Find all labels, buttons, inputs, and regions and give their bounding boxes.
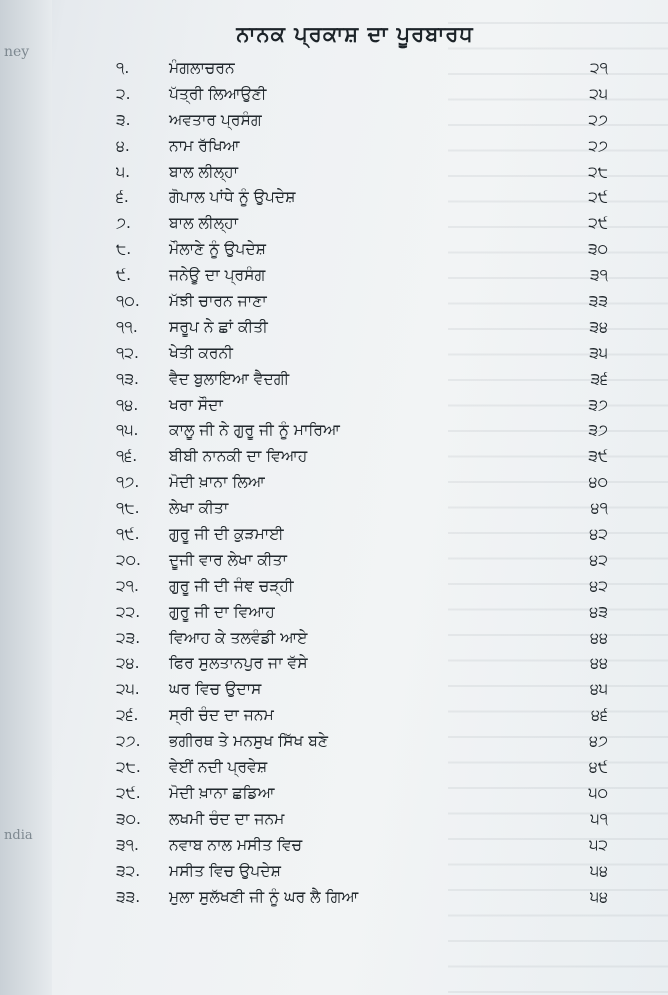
toc-entry-number: ੨੭. — [116, 732, 141, 751]
toc-entry-number: ੧੯. — [116, 525, 140, 544]
toc-entry-page: ੩੧ — [589, 266, 608, 285]
toc-entry — [116, 574, 616, 600]
toc-entry — [116, 833, 616, 859]
toc-entry-page: ੪੦ — [588, 473, 608, 492]
toc-entry — [116, 496, 616, 522]
toc-entry-title: ਮੋਦੀ ਖ਼ਾਨਾ ਲਿਆ — [169, 473, 265, 492]
toc-entry — [116, 703, 616, 729]
toc-entry-number: ੩੩. — [116, 887, 141, 906]
toc-entry-title: ਬਾਲ ਲੀਲ੍ਹਾ — [169, 214, 239, 233]
toc-entry-page: ੨੯ — [588, 188, 608, 207]
toc-entry-title: ਖਰਾ ਸੌਦਾ — [169, 395, 223, 414]
toc-entry-title: ਲਖਮੀ ਚੰਦ ਦਾ ਜਨਮ — [169, 809, 285, 828]
toc-entry-number: ੧੦. — [116, 292, 140, 311]
toc-entry-title: ਵੈਦ ਬੁਲਾਇਆ ਵੈਦਗੀ — [169, 369, 290, 388]
toc-entry-number: ੧੪. — [116, 395, 139, 414]
toc-entry-title: ਖੇਤੀ ਕਰਨੀ — [169, 343, 233, 362]
toc-entry-title: ਮੰਗਲਾਚਰਨ — [169, 59, 235, 77]
toc-entry-number: ੨੩. — [116, 628, 141, 647]
toc-entry — [116, 807, 616, 833]
toc-entry-page: ੫੧ — [590, 809, 608, 828]
toc-entry — [116, 134, 616, 160]
toc-entry-page: ੨੭ — [588, 110, 608, 129]
toc-entry-page: ੪੧ — [590, 499, 608, 518]
toc-entry-number: ੨੨. — [116, 602, 141, 621]
toc-entry — [116, 211, 616, 237]
toc-entry-page: ੪੨ — [589, 525, 608, 544]
toc-entry-title: ਨਾਮ ਰੱਖਿਆ — [169, 136, 240, 155]
toc-entry-number: ੩. — [116, 110, 131, 129]
toc-entry-title: ਮੁਲਾ ਸੁਲੱਖਣੀ ਜੀ ਨੂੰ ਘਰ ਲੈ ਗਿਆ — [169, 887, 359, 906]
toc-entry-title: ਭਗੀਰਥ ਤੇ ਮਨਸੁਖ ਸਿੱਖ ਬਣੇ — [169, 732, 328, 751]
toc-entry-title: ਸਰੂਪ ਨੇ ਛਾਂ ਕੀਤੀ — [169, 317, 268, 336]
toc-entry-page: ੨੮ — [588, 162, 608, 181]
toc-entry-number: ੨੦. — [116, 550, 141, 569]
toc-entry-title: ਅਵਤਾਰ ਪ੍ਰਸੰਗ — [169, 110, 262, 129]
toc-entry — [116, 341, 616, 367]
toc-entry — [116, 289, 616, 315]
toc-entry-page: ੩੭ — [588, 395, 608, 414]
toc-entry-title: ਗੋਪਾਲ ਪਾਂਧੇ ਨੂੰ ਉਪਦੇਸ਼ — [169, 188, 296, 207]
toc-entry-title: ਮੌਲਾਣੇ ਨੂੰ ਉਪਦੇਸ਼ — [169, 240, 266, 259]
toc-entry-page: ੪੭ — [589, 732, 608, 751]
toc-entry-number: ੨੬. — [116, 706, 139, 725]
toc-entry-title: ਵਿਆਹ ਕੇ ਤਲਵੰਡੀ ਆਏ — [169, 628, 308, 647]
toc-entry-number: ੯. — [116, 266, 132, 285]
toc-entry-number: ੨. — [116, 84, 131, 103]
toc-entry — [116, 859, 616, 885]
toc-entry-number: ੩੧. — [116, 835, 139, 854]
toc-entry-title: ਵੇਈਂ ਨਦੀ ਪ੍ਰਵੇਸ਼ — [169, 758, 268, 777]
toc-entry-page: ੩੦ — [587, 240, 608, 259]
toc-entry-title: ਸ੍ਰੀ ਚੰਦ ਦਾ ਜਨਮ — [169, 706, 274, 725]
table-of-contents — [116, 56, 616, 910]
toc-entry — [116, 444, 616, 470]
toc-entry — [116, 470, 616, 496]
toc-entry-title: ਗੁਰੂ ਜੀ ਦਾ ਵਿਆਹ — [169, 602, 275, 621]
toc-entry-title: ਬਾਲ ਲੀਲ੍ਹਾ — [169, 162, 239, 181]
toc-entry-page: ੩੯ — [588, 447, 608, 466]
toc-entry-number: ੨੮. — [116, 758, 141, 777]
toc-entry-title: ਬੀਬੀ ਨਾਨਕੀ ਦਾ ਵਿਆਹ — [169, 447, 308, 466]
toc-entry-title: ਜਨੇਊ ਦਾ ਪ੍ਰਸੰਗ — [169, 266, 266, 285]
spine-text-top: ney — [4, 44, 30, 60]
toc-entry-title: ਗੁਰੂ ਜੀ ਦੀ ਜੰਞ ਚੜ੍ਹੀ — [169, 576, 294, 595]
toc-entry — [116, 367, 616, 393]
toc-entry-page: ੪੬ — [591, 706, 608, 725]
toc-entry-title: ਨਵਾਬ ਨਾਲ ਮਸੀਤ ਵਿਚ — [169, 835, 303, 854]
toc-entry-title: ਘਰ ਵਿਚ ਉਦਾਸ — [169, 680, 262, 699]
toc-entry-number: ੧੫. — [116, 421, 139, 440]
toc-entry-page: ੪੨ — [589, 576, 608, 595]
toc-entry-number: ੧੩. — [116, 369, 139, 388]
toc-entry-title: ਲੇਖਾ ਕੀਤਾ — [169, 499, 229, 518]
toc-entry-number: ੧. — [116, 59, 130, 77]
toc-entry-page: ੫੦ — [588, 783, 608, 802]
toc-entry-page: ੩੪ — [589, 317, 608, 336]
page-title: ਨਾਨਕ ਪ੍ਰਕਾਸ਼ ਦਾ ਪੂਰਬਾਰਧ — [236, 22, 474, 46]
toc-entry — [116, 885, 616, 911]
toc-entry-title: ਫਿਰ ਸੁਲਤਾਨਪੁਰ ਜਾ ਵੱਸੇ — [169, 654, 308, 673]
toc-entry-number: ੨੯. — [116, 783, 141, 802]
toc-entry-title: ਦੂਜੀ ਵਾਰ ਲੇਖਾ ਕੀਤਾ — [169, 550, 287, 569]
toc-entry-page: ੫੪ — [589, 861, 608, 880]
toc-entry-page: ੪੪ — [590, 654, 608, 673]
toc-entry — [116, 626, 616, 652]
toc-entry-number: ੪. — [116, 136, 130, 155]
toc-entry — [116, 600, 616, 626]
toc-entry — [116, 522, 616, 548]
toc-entry — [116, 418, 616, 444]
toc-entry — [116, 677, 616, 703]
toc-entry-number: ੧੮. — [116, 499, 140, 518]
toc-entry-number: ੧੭. — [116, 473, 140, 492]
toc-entry-number: ੭. — [116, 214, 131, 233]
toc-entry — [116, 56, 616, 82]
toc-entry-page: ੫੨ — [589, 835, 608, 854]
toc-entry — [116, 315, 616, 341]
toc-entry-number: ੨੧. — [116, 576, 139, 595]
spine-text-bottom: ndia — [4, 828, 33, 843]
toc-entry-page: ੨੫ — [589, 84, 608, 103]
toc-entry-number: ੩੨. — [116, 861, 141, 880]
toc-entry-title: ਮੱਝੀ ਚਾਰਨ ਜਾਣਾ — [169, 292, 267, 311]
toc-entry-page: ੨੧ — [589, 59, 608, 77]
toc-entry — [116, 393, 616, 419]
toc-entry — [116, 263, 616, 289]
toc-entry-page: ੫੪ — [589, 887, 608, 906]
toc-entry-page: ੩੬ — [590, 369, 608, 388]
toc-entry — [116, 160, 616, 186]
toc-entry-number: ੩੦. — [116, 809, 141, 828]
toc-entry-title: ਮਸੀਤ ਵਿਚ ਉਪਦੇਸ਼ — [169, 861, 281, 880]
toc-entry — [116, 729, 616, 755]
toc-entry — [116, 781, 616, 807]
toc-entry-page: ੩੭ — [588, 421, 608, 440]
toc-entry-number: ੫. — [116, 162, 131, 181]
toc-entry-page: ੪੪ — [590, 628, 608, 647]
toc-entry — [116, 237, 616, 263]
toc-entry-title: ਪੱਤ੍ਰੀ ਲਿਆਉਣੀ — [169, 84, 267, 103]
toc-entry-page: ੨੯ — [588, 214, 608, 233]
toc-entry-number: ੨੫. — [116, 680, 140, 699]
toc-entry-number: ੮. — [116, 240, 132, 259]
toc-entry — [116, 82, 616, 108]
toc-entry-page: ੪੨ — [589, 550, 608, 569]
book-spine-edge — [0, 0, 52, 995]
toc-entry — [116, 185, 616, 211]
toc-entry-number: ੨੪. — [116, 654, 140, 673]
toc-entry-page: ੪੫ — [589, 680, 608, 699]
toc-entry-number: ੬. — [116, 188, 129, 207]
toc-entry — [116, 651, 616, 677]
toc-entry-number: ੧੬. — [116, 447, 138, 466]
toc-entry-title: ਮੋਦੀ ਖ਼ਾਨਾ ਛਡਿਆ — [169, 783, 275, 802]
toc-entry-title: ਕਾਲੂ ਜੀ ਨੇ ਗੁਰੂ ਜੀ ਨੂੰ ਮਾਰਿਆ — [169, 421, 340, 440]
toc-entry-page: ੪੯ — [588, 758, 608, 777]
toc-entry-page: ੪੩ — [589, 602, 608, 621]
toc-entry-title: ਗੁਰੂ ਜੀ ਦੀ ਕੁੜਮਾਈ — [169, 525, 284, 544]
toc-entry — [116, 755, 616, 781]
toc-entry-page: ੨੭ — [588, 136, 608, 155]
toc-entry — [116, 548, 616, 574]
toc-entry-page: ੩੩ — [588, 292, 608, 311]
toc-entry — [116, 108, 616, 134]
toc-entry-number: ੧੧. — [116, 317, 138, 336]
toc-entry-page: ੩੫ — [589, 343, 608, 362]
toc-entry-number: ੧੨. — [116, 343, 139, 362]
